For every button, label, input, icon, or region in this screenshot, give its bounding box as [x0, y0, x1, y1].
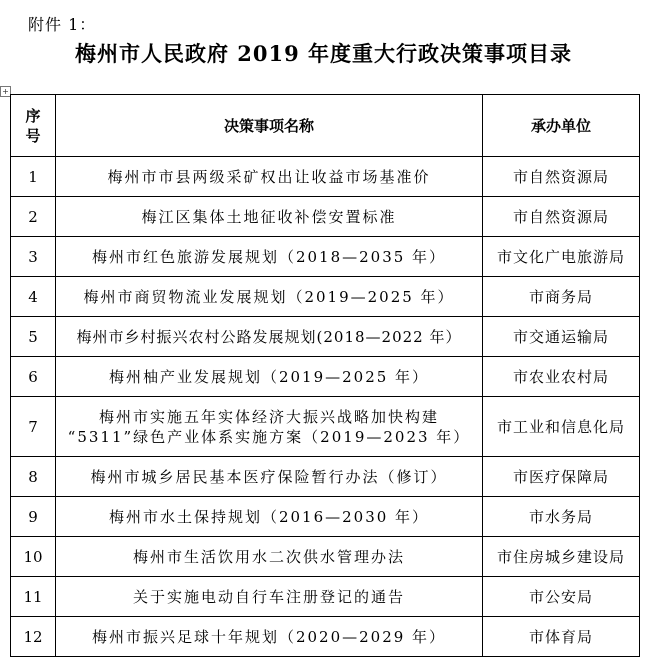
- row-unit: 市体育局: [483, 617, 640, 657]
- row-unit: 市公安局: [483, 577, 640, 617]
- row-no: 1: [11, 157, 56, 197]
- row-unit: 市自然资源局: [483, 197, 640, 237]
- row-name: 梅州市乡村振兴农村公路发展规划(2018—2022 年）: [56, 317, 483, 357]
- row-no: 3: [11, 237, 56, 277]
- row-name: 梅州市红色旅游发展规划（2018—2035 年）: [56, 237, 483, 277]
- row-name: 梅州市城乡居民基本医疗保险暂行办法（修订）: [56, 457, 483, 497]
- table-row: [11, 397, 640, 457]
- row-unit: 市交通运输局: [483, 317, 640, 357]
- table-row: [11, 237, 640, 277]
- row-unit: 市自然资源局: [483, 157, 640, 197]
- row-unit: 市农业农村局: [483, 357, 640, 397]
- row-no: 8: [11, 457, 56, 497]
- table-header-row: [11, 95, 640, 157]
- row-unit: 市水务局: [483, 497, 640, 537]
- header-seq-line1: 序: [25, 106, 41, 125]
- table-row: [11, 317, 640, 357]
- row-no: 7: [11, 397, 56, 457]
- table-row: [11, 157, 640, 197]
- table-move-handle-icon[interactable]: +: [0, 86, 11, 97]
- row-unit: 市医疗保障局: [483, 457, 640, 497]
- row-unit: 市商务局: [483, 277, 640, 317]
- row-no: 2: [11, 197, 56, 237]
- row-no: 12: [11, 617, 56, 657]
- row-name: 梅州市市县两级采矿权出让收益市场基准价: [56, 157, 483, 197]
- table-row: [11, 457, 640, 497]
- table-row: [11, 357, 640, 397]
- row-name: 关于实施电动自行车注册登记的通告: [56, 577, 483, 617]
- header-unit: 承办单位: [483, 95, 640, 157]
- table-row: [11, 577, 640, 617]
- annex-label: 附件 1：: [28, 15, 97, 34]
- row-name: [56, 397, 483, 457]
- header-seq-line2: 号: [25, 126, 41, 145]
- row-name: 梅州市振兴足球十年规划（2020—2029 年）: [56, 617, 483, 657]
- row-no: 9: [11, 497, 56, 537]
- row-name: 梅江区集体土地征收补偿安置标准: [56, 197, 483, 237]
- table-row: [11, 497, 640, 537]
- row-name: 梅州柚产业发展规划（2019—2025 年）: [56, 357, 483, 397]
- row-unit: 市住房城乡建设局: [483, 537, 640, 577]
- row-name: 梅州市生活饮用水二次供水管理办法: [56, 537, 483, 577]
- table-row: [11, 277, 640, 317]
- header-seq: [11, 95, 56, 157]
- row-name-line1: 梅州市实施五年实体经济大振兴战略加快构建: [98, 407, 439, 426]
- row-unit: 市工业和信息化局: [483, 397, 640, 457]
- row-unit: 市文化广电旅游局: [483, 237, 640, 277]
- row-no: 11: [11, 577, 56, 617]
- table-row: [11, 537, 640, 577]
- row-no: 5: [11, 317, 56, 357]
- row-name: 梅州市商贸物流业发展规划（2019—2025 年）: [56, 277, 483, 317]
- document-title: 梅州市人民政府 2019 年度重大行政决策事项目录: [74, 41, 573, 66]
- header-name: 决策事项名称: [56, 95, 483, 157]
- row-no: 4: [11, 277, 56, 317]
- decision-items-table: [10, 94, 640, 657]
- row-name-line2: “5311”绿色产业体系实施方案（2019—2023 年）: [67, 427, 471, 446]
- row-no: 6: [11, 357, 56, 397]
- row-no: 10: [11, 537, 56, 577]
- table-row: [11, 617, 640, 657]
- row-name: 梅州市水土保持规划（2016—2030 年）: [56, 497, 483, 537]
- table-row: [11, 197, 640, 237]
